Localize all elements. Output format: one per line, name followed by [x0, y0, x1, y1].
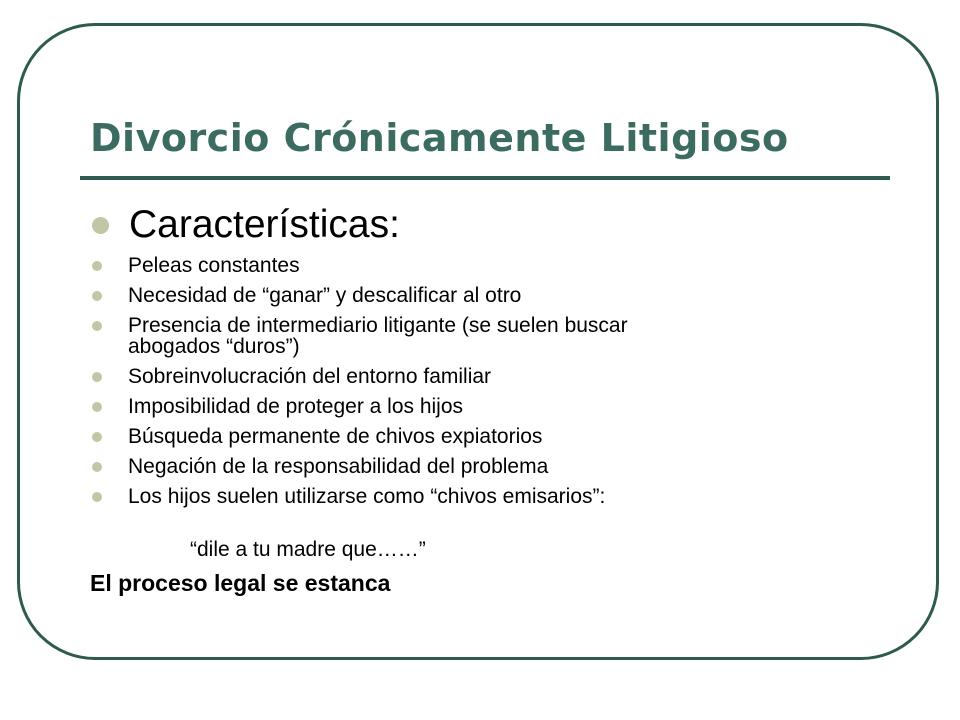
list-item	[92, 456, 812, 477]
title-underline	[80, 176, 890, 180]
bullet-icon	[92, 261, 102, 271]
section-heading	[92, 200, 400, 250]
list-item-text: Presencia de intermediario litigante (se suelen buscar	[128, 314, 628, 337]
list-item	[92, 426, 812, 447]
bullet-icon	[92, 291, 102, 301]
list-item-text: Necesidad de “ganar” y descalificar al otro	[128, 284, 522, 307]
list-item-text: Negación de la responsabilidad del problema	[128, 455, 549, 478]
list-item	[92, 486, 812, 507]
list-item-text: Peleas constantes	[128, 254, 300, 277]
bullet-icon	[92, 492, 102, 502]
bullet-icon	[92, 372, 102, 382]
list-item	[92, 396, 812, 417]
bullet-icon	[92, 462, 102, 472]
list-item	[92, 285, 812, 306]
bullet-icon	[92, 217, 109, 234]
conclusion-text: El proceso legal se estanca	[90, 570, 391, 596]
list-item-text: Búsqueda permanente de chivos expiatorios	[128, 425, 543, 448]
list-item-text-continued: abogados “duros”)	[128, 335, 300, 358]
bullet-icon	[92, 432, 102, 442]
quote-text: “dile a tu madre que……”	[190, 538, 426, 561]
list-item	[92, 255, 812, 276]
bullet-icon	[92, 402, 102, 412]
list-item-text: Imposibilidad de proteger a los hijos	[128, 395, 464, 418]
list-item-text: Sobreinvolucración del entorno familiar	[128, 365, 492, 388]
slide-title: Divorcio Crónicamente Litigioso	[90, 116, 789, 160]
list-item-text: Los hijos suelen utilizarse como “chivos emisarios”:	[128, 485, 606, 508]
list-item	[92, 366, 812, 387]
bullet-icon	[92, 321, 102, 331]
list-item	[92, 315, 812, 357]
section-heading-text: Características:	[129, 203, 400, 246]
characteristics-list	[92, 255, 812, 516]
